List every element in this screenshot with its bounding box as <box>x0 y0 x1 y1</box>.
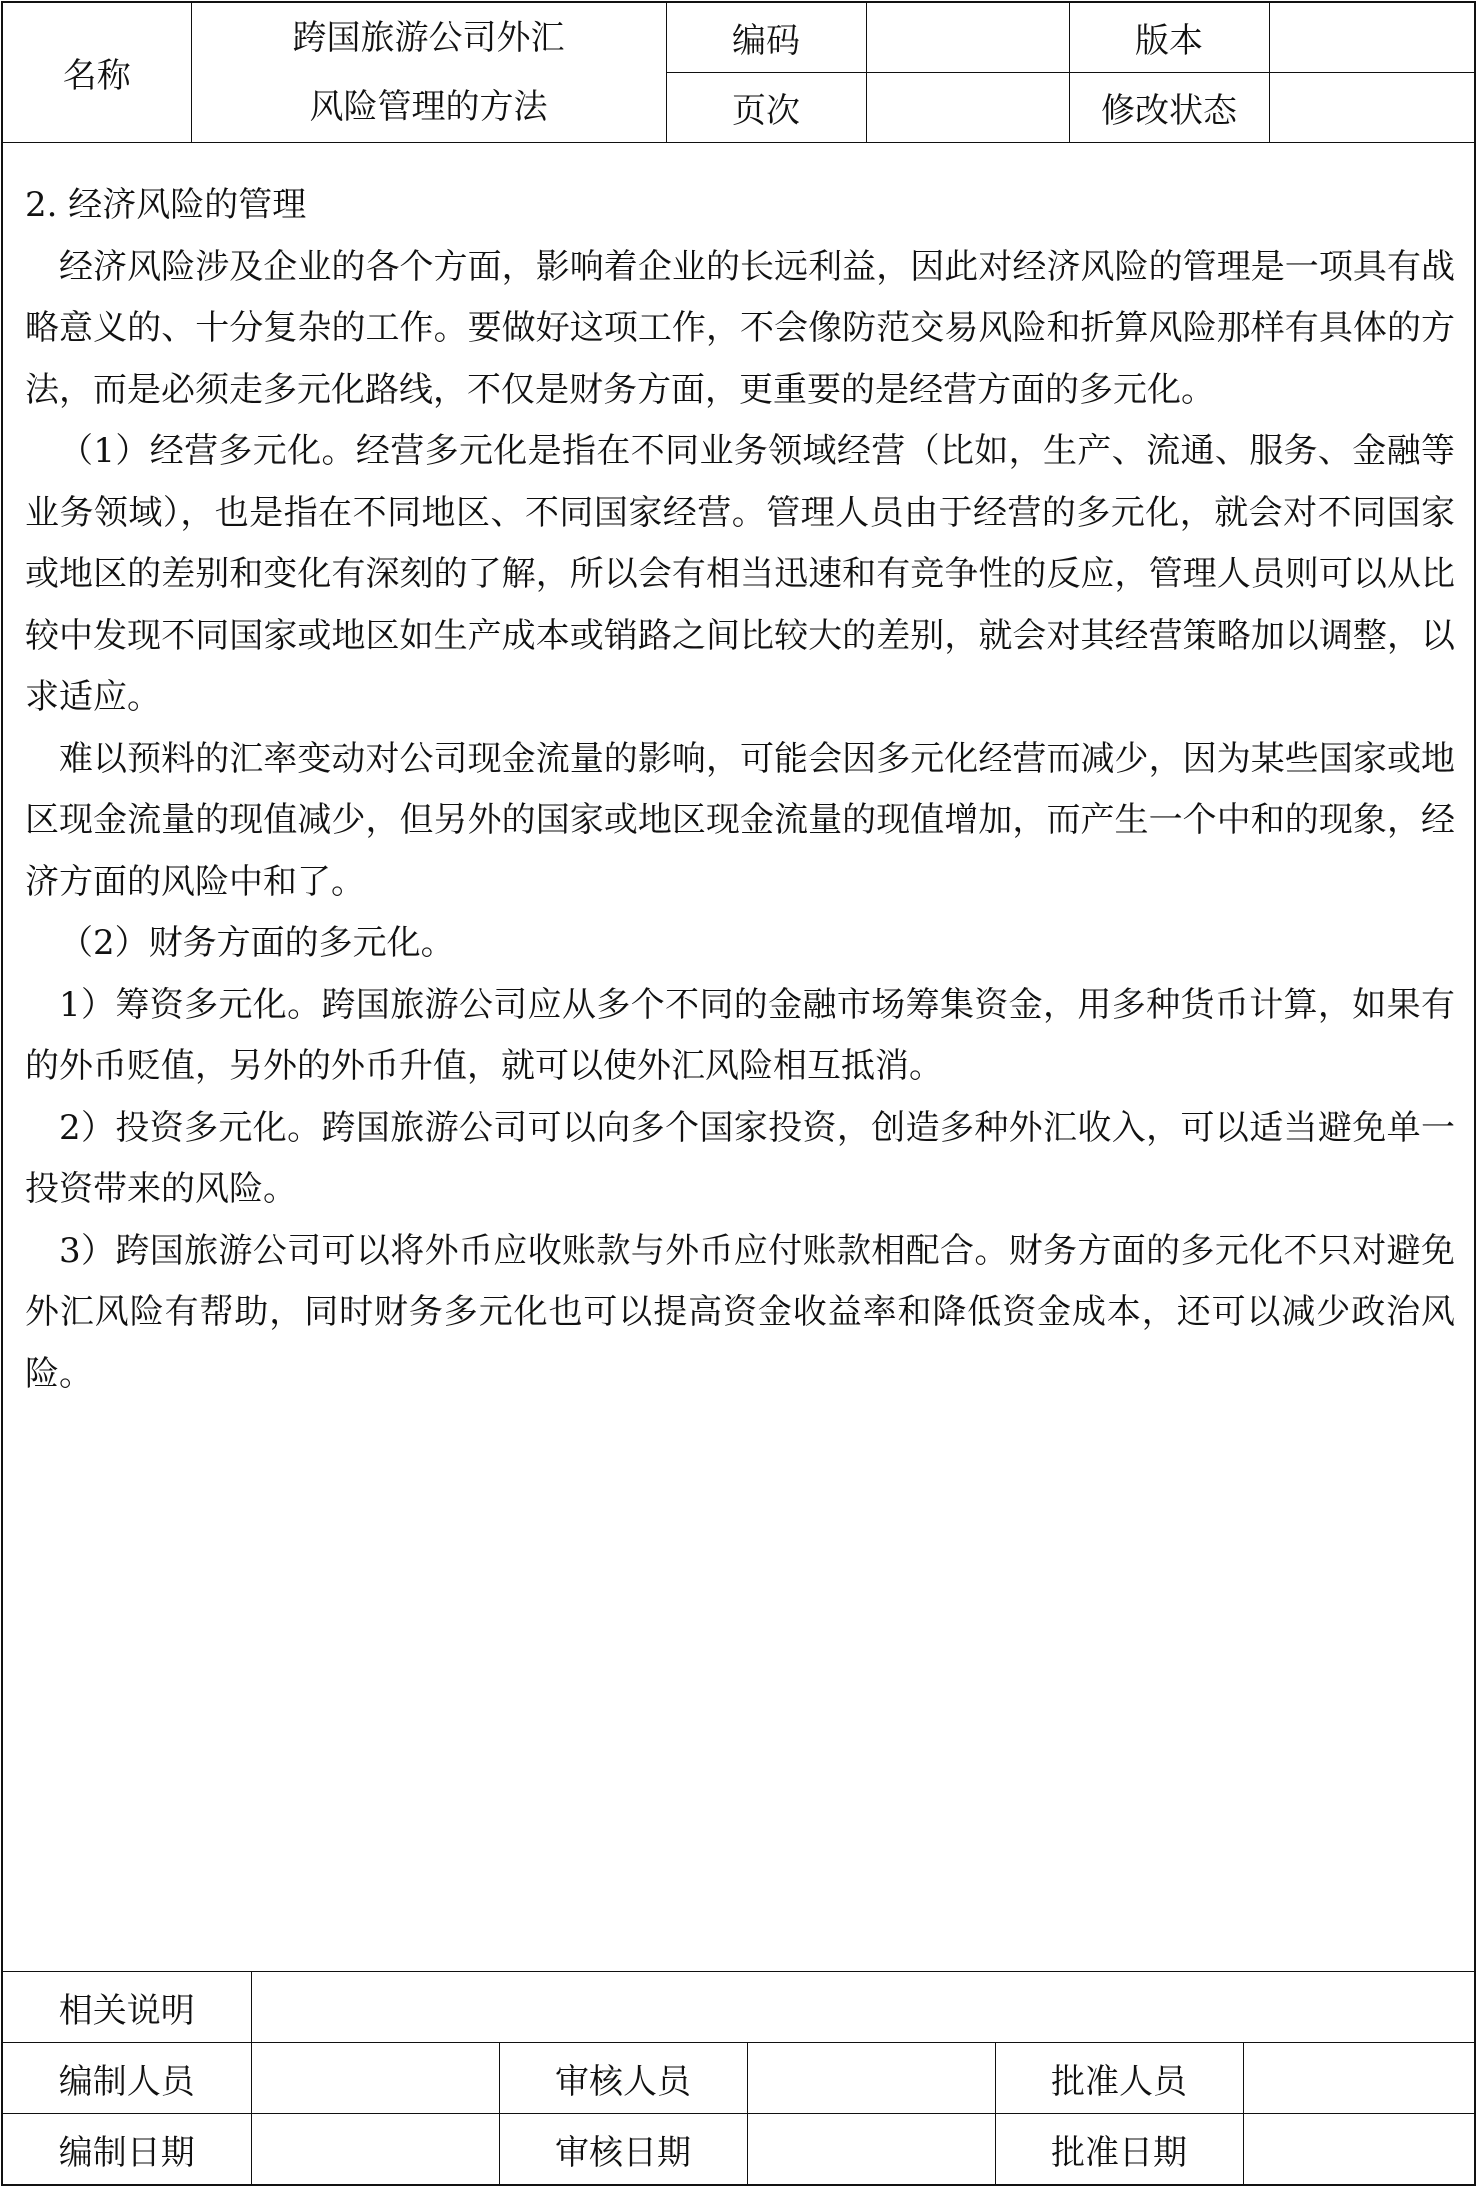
notes-label: 相关说明 <box>3 1972 251 2043</box>
code-value <box>866 3 1069 73</box>
page-label: 页次 <box>666 73 866 143</box>
paragraph: 经济风险涉及企业的各个方面，影响着企业的长远利益，因此对经济风险的管理是一项具有战略意义的、十分复杂的工作。要做好这项工作，不会像防范交易风险和折算风险那样有具体的方法，而是必须走多元化路线，不仅是财务方面，更重要的是经营方面的多元化。 <box>25 246 1455 410</box>
paragraph: 难以预料的汇率变动对公司现金流量的影响，可能会因多元化经营而减少，因为某些国家或地区现金流量的现值减少，但另外的国家或地区现金流量的现值增加，而产生一个中和的现象，经济方面的风险中和了。 <box>25 738 1455 902</box>
status-value <box>1269 73 1474 143</box>
editor-label: 编制人员 <box>3 2043 251 2114</box>
paragraph: 3）跨国旅游公司可以将外币应收账款与外币应付账款相配合。财务方面的多元化不只对避免外汇风险有帮助，同时财务多元化也可以提高资金收益率和降低资金成本，还可以减少政治风险。 <box>25 1230 1455 1394</box>
document-page <box>1 1 1476 2186</box>
approve-date-label: 批准日期 <box>995 2114 1243 2185</box>
review-date-value <box>747 2114 995 2185</box>
section-heading: 2. 经济风险的管理 <box>25 185 307 225</box>
version-label: 版本 <box>1069 3 1269 73</box>
title-line-1: 跨国旅游公司外汇 <box>292 17 565 58</box>
page-value <box>866 73 1069 143</box>
edit-date-value <box>251 2114 499 2185</box>
footer-table <box>3 1971 1474 2184</box>
reviewer-label: 审核人员 <box>499 2043 747 2114</box>
header-table <box>3 3 1474 143</box>
version-value <box>1269 3 1474 73</box>
reviewer-value <box>747 2043 995 2114</box>
title-line-2: 风险管理的方法 <box>309 86 548 127</box>
approve-date-value <box>1243 2114 1474 2185</box>
paragraph: （2）财务方面的多元化。 <box>59 923 455 963</box>
paragraph: 2）投资多元化。跨国旅游公司可以向多个国家投资，创造多种外汇收入，可以适当避免单一投资带来的风险。 <box>25 1107 1455 1209</box>
paragraph: 1）筹资多元化。跨国旅游公司应从多个不同的金融市场筹集资金，用多种货币计算，如果有的外币贬值，另外的外币升值，就可以使外汇风险相互抵消。 <box>25 984 1455 1086</box>
review-date-label: 审核日期 <box>499 2114 747 2185</box>
notes-value <box>251 1972 1474 2043</box>
status-label: 修改状态 <box>1069 73 1269 143</box>
editor-value <box>251 2043 499 2114</box>
paragraph: （1）经营多元化。经营多元化是指在不同业务领域经营（比如，生产、流通、服务、金融等业务领域），也是指在不同地区、不同国家经营。管理人员由于经营的多元化，就会对不同国家或地区的差别和变化有深刻的了解，所以会有相当迅速和有竞争性的反应，管理人员则可以从比较中发现不同国家或地区如生产成本或销路之间比较大的差别，就会对其经营策略加以调整，以求适应。 <box>25 431 1455 717</box>
approver-label: 批准人员 <box>995 2043 1243 2114</box>
name-label: 名称 <box>3 3 191 143</box>
document-body <box>25 175 1455 1405</box>
approver-value <box>1243 2043 1474 2114</box>
document-title <box>191 3 666 143</box>
code-label: 编码 <box>666 3 866 73</box>
edit-date-label: 编制日期 <box>3 2114 251 2185</box>
